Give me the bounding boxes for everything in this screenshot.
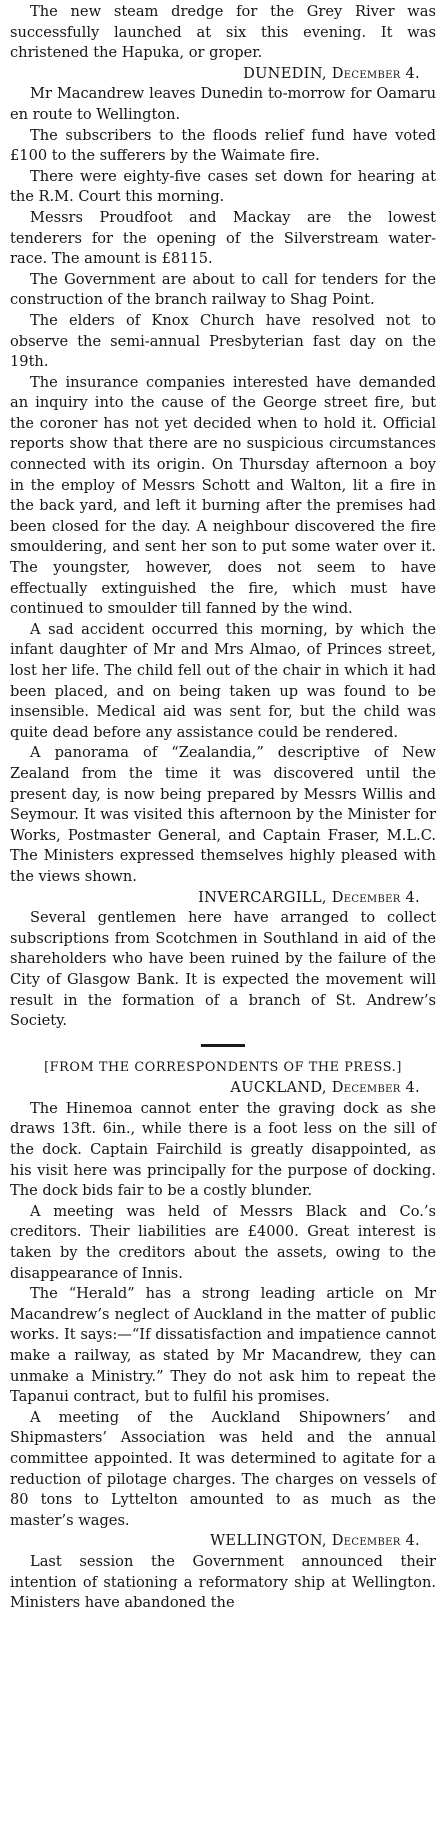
paragraph-scotchmen: Several gentlemen here have arranged to collect subscriptions from Scotchmen in Southland in aid of the shareholders who have been ruined by the failure of the City of Glasgow Bank. It is expected the movement will result in the formation of a branch of St. Andrew’s Society. — [10, 909, 436, 1030]
paragraph-george-street-fire: The insurance companies interested have demanded an inquiry into the cause of the George street fire, but the coroner has not yet decided when to hold it. Official reports show that there are no suspicious circumstances connected with its origin. On Thursday afternoon a boy in the employ of Messrs Schott and Walton, lit a fire in the back yard, and left it burning after the premises had been closed for the day. A neighbour discovered the fire smouldering, and sent her son to put some water over it. The youngster, however, does not seem to have effectually extinguished the fire, which must have continued to smoulder till fanned by the wind. — [10, 373, 436, 618]
paragraph-steam-dredge: The new steam dredge for the Grey River was successfully launched at six this evening. It was christened the Hapuka, or groper. — [10, 3, 436, 62]
dateline-auckland: AUCKLAND, December 4. — [230, 1079, 420, 1097]
section-divider — [10, 1032, 436, 1056]
divider-rule — [201, 1044, 245, 1047]
paragraph-shipowners: A meeting of the Auckland Shipowners’ and Shipmasters’ Association was held and the annual committee appointed. It was determined to agitate for a reduction of pilotage charges. The charges on vessels of 80 tons to Lyttelton amounted to as much as the master’s wages. — [10, 1408, 436, 1529]
paragraph-knox-church: The elders of Knox Church have resolved not to observe the semi-annual Presbyterian fast day on the 19th. — [10, 311, 436, 371]
section-header: [FROM THE CORRESPONDENTS OF THE PRESS.] — [44, 1059, 402, 1075]
dateline-invercargill: INVERCARGILL, December 4. — [198, 888, 420, 906]
paragraph-zealandia: A panorama of “Zealandia,” descriptive of New Zealand from the time it was discovered until the present day, is now being prepared by Messrs Willis and Seymour. It was visited this afternoon by the Minister for Works, Postmaster General, and Captain Fraser, M.L.C. The Ministers expressed themselves highly pleased with the views shown. — [10, 744, 436, 885]
paragraph-black-creditors: A meeting was held of Messrs Black and Co.’s creditors. Their liabilities are £4000. Great interest is taken by the creditors about the assets, owing to the disappearance of Innis. — [10, 1202, 436, 1282]
paragraph-shag-point: The Government are about to call for tenders for the construction of the branch railway to Shag Point. — [10, 270, 436, 309]
dateline-dunedin: DUNEDIN, December 4. — [243, 64, 420, 82]
paragraph-macandrew: Mr Macandrew leaves Dunedin to-morrow for Oamaru en route to Wellington. — [10, 85, 436, 123]
dateline-wellington: WELLINGTON, December 4. — [210, 1532, 420, 1550]
paragraph-hinemoa: The Hinemoa cannot enter the graving dock as she draws 13ft. 6in., while there is a foot less on the sill of the dock. Captain Fairchild is greatly disappointed, as his visit here was principally for the purpose of docking. The dock bids fair to be a costly blunder. — [10, 1099, 436, 1200]
paragraph-rm-court: There were eighty-five cases set down for hearing at the R.M. Court this morning. — [10, 167, 436, 206]
paragraph-herald: The “Herald” has a strong leading article on Mr Macandrew’s neglect of Auckland in the matter of public works. It says:—“If dissatisfaction and impatience cannot make a railway, as stated by Mr Macandrew, they can unmake a Ministry.” They do not ask him to repeat the Tapanui contract, but to fulfil his promises. — [10, 1285, 436, 1406]
paragraph-sad-accident: A sad accident occurred this morning, by which the infant daughter of Mr and Mrs Almao, of Princes street, lost her life. The child fell out of the chair in which it had been placed, and on being taken up was found to be insensible. Medical aid was sent for, but the child was quite dead before any assistance could be rendered. — [10, 620, 436, 741]
paragraph-reformatory: Last session the Government announced their intention of stationing a reformatory ship at Wellington. Ministers have abandoned the — [10, 1552, 436, 1612]
paragraph-floods-relief: The subscribers to the floods relief fund have voted £100 to the sufferers by the Waimate fire. — [10, 126, 436, 165]
paragraph-silverstream: Messrs Proudfoot and Mackay are the lowest tenderers for the opening of the Silverstream water-race. The amount is £8115. — [10, 208, 436, 268]
